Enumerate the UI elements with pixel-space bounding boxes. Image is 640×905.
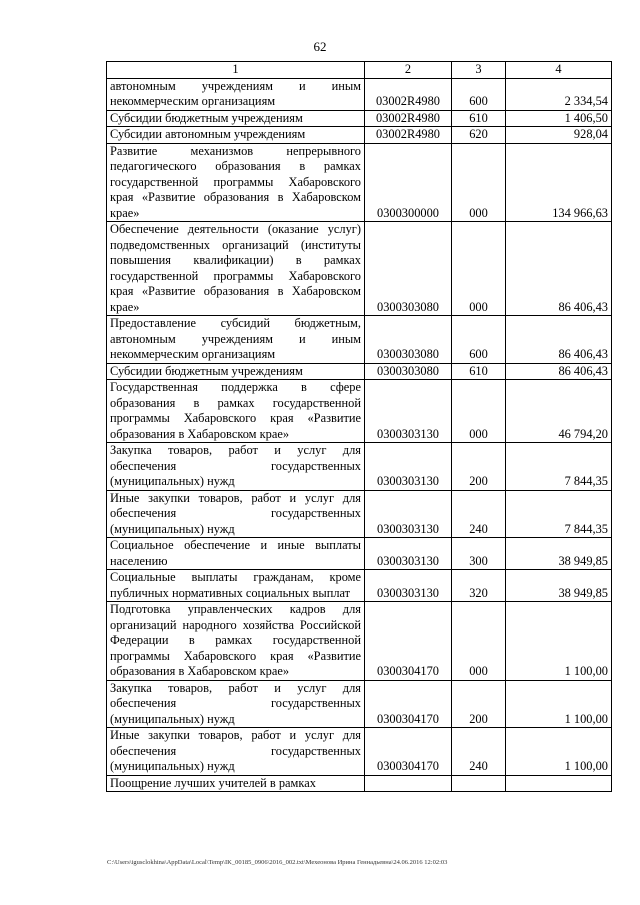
row-kvr-cell: 600 bbox=[452, 316, 506, 364]
row-sum-cell: 86 406,43 bbox=[506, 363, 612, 380]
row-sum-cell: 7 844,35 bbox=[506, 443, 612, 491]
row-sum-cell: 1 100,00 bbox=[506, 728, 612, 776]
row-sum-cell: 38 949,85 bbox=[506, 570, 612, 602]
row-code-cell: 03002R4980 bbox=[365, 110, 452, 127]
table-row bbox=[107, 110, 612, 127]
row-name-cell: Закупка товаров, работ и услуг для обеспечения государственных (муниципальных) нужд bbox=[107, 443, 365, 491]
row-code-cell: 03002R4980 bbox=[365, 127, 452, 144]
row-name-cell: Иные закупки товаров, работ и услуг для обеспечения государственных (муниципальных) нужд bbox=[107, 490, 365, 538]
row-kvr-cell: 610 bbox=[452, 363, 506, 380]
row-code-cell: 0300303130 bbox=[365, 538, 452, 570]
row-name-cell: Обеспечение деятельности (оказание услуг) подведомственных организаций (институты повышения квалификации) в рамках государственной программы Хабаровского края «Развитие образования в Хабаровском крае» bbox=[107, 222, 365, 316]
row-sum-cell: 1 100,00 bbox=[506, 680, 612, 728]
row-name-cell: Социальные выплаты гражданам, кроме публичных нормативных социальных выплат bbox=[107, 570, 365, 602]
table-row bbox=[107, 728, 612, 776]
row-code-cell: 0300300000 bbox=[365, 143, 452, 222]
table-row bbox=[107, 78, 612, 110]
row-kvr-cell: 300 bbox=[452, 538, 506, 570]
column-header-4: 4 bbox=[506, 62, 612, 79]
row-kvr-cell: 000 bbox=[452, 380, 506, 443]
column-header-1: 1 bbox=[107, 62, 365, 79]
column-header-3: 3 bbox=[452, 62, 506, 79]
file-path-footer: C:\Users\igusclokhina\AppData\Local\Temp\IK_00185_0906\2016_002.txt\Мехеонова Ирина Геннадьевна\24.06.2016 12:02:03 bbox=[107, 859, 448, 866]
table-row bbox=[107, 775, 612, 792]
row-sum-cell: 1 100,00 bbox=[506, 602, 612, 681]
row-kvr-cell: 000 bbox=[452, 602, 506, 681]
row-kvr-cell: 610 bbox=[452, 110, 506, 127]
row-kvr-cell: 240 bbox=[452, 728, 506, 776]
row-sum-cell: 2 334,54 bbox=[506, 78, 612, 110]
row-name-cell: автономным учреждениям и иным некоммерческим организациям bbox=[107, 78, 365, 110]
row-kvr-cell: 200 bbox=[452, 443, 506, 491]
row-sum-cell: 86 406,43 bbox=[506, 222, 612, 316]
row-sum-cell: 46 794,20 bbox=[506, 380, 612, 443]
row-code-cell bbox=[365, 775, 452, 792]
row-kvr-cell: 320 bbox=[452, 570, 506, 602]
row-sum-cell: 7 844,35 bbox=[506, 490, 612, 538]
column-header-2: 2 bbox=[365, 62, 452, 79]
row-kvr-cell: 000 bbox=[452, 222, 506, 316]
row-sum-cell bbox=[506, 775, 612, 792]
table-row bbox=[107, 363, 612, 380]
row-code-cell: 0300303130 bbox=[365, 570, 452, 602]
row-code-cell: 0300303080 bbox=[365, 222, 452, 316]
table-row bbox=[107, 443, 612, 491]
row-sum-cell: 134 966,63 bbox=[506, 143, 612, 222]
row-code-cell: 0300303080 bbox=[365, 363, 452, 380]
row-name-cell: Государственная поддержка в сфере образования в рамках государственной программы Хабаровского края «Развитие образования в Хабаровском крае» bbox=[107, 380, 365, 443]
row-kvr-cell: 600 bbox=[452, 78, 506, 110]
row-name-cell: Субсидии бюджетным учреждениям bbox=[107, 110, 365, 127]
row-code-cell: 0300304170 bbox=[365, 728, 452, 776]
row-code-cell: 0300303130 bbox=[365, 490, 452, 538]
table-row bbox=[107, 127, 612, 144]
row-name-cell: Иные закупки товаров, работ и услуг для обеспечения государственных (муниципальных) нужд bbox=[107, 728, 365, 776]
row-name-cell: Развитие механизмов непрерывного педагогического образования в рамках государственной программы Хабаровского края «Развитие образования в Хабаровском крае» bbox=[107, 143, 365, 222]
row-name-cell: Субсидии автономным учреждениям bbox=[107, 127, 365, 144]
table-row bbox=[107, 316, 612, 364]
row-sum-cell: 38 949,85 bbox=[506, 538, 612, 570]
row-kvr-cell bbox=[452, 775, 506, 792]
table-row bbox=[107, 143, 612, 222]
table-row bbox=[107, 222, 612, 316]
table-row bbox=[107, 570, 612, 602]
row-kvr-cell: 240 bbox=[452, 490, 506, 538]
row-sum-cell: 928,04 bbox=[506, 127, 612, 144]
table-row bbox=[107, 490, 612, 538]
row-name-cell: Поощрение лучших учителей в рамках bbox=[107, 775, 365, 792]
row-name-cell: Предоставление субсидий бюджетным, автономным учреждениям и иным некоммерческим организациям bbox=[107, 316, 365, 364]
row-kvr-cell: 000 bbox=[452, 143, 506, 222]
row-code-cell: 03002R4980 bbox=[365, 78, 452, 110]
row-kvr-cell: 620 bbox=[452, 127, 506, 144]
table-row bbox=[107, 380, 612, 443]
row-sum-cell: 86 406,43 bbox=[506, 316, 612, 364]
row-name-cell: Закупка товаров, работ и услуг для обеспечения государственных (муниципальных) нужд bbox=[107, 680, 365, 728]
table-row bbox=[107, 538, 612, 570]
row-code-cell: 0300303080 bbox=[365, 316, 452, 364]
table-row bbox=[107, 680, 612, 728]
page-number: 62 bbox=[313, 39, 327, 54]
table-header-row bbox=[107, 62, 612, 79]
row-name-cell: Субсидии бюджетным учреждениям bbox=[107, 363, 365, 380]
row-code-cell: 0300304170 bbox=[365, 602, 452, 681]
row-code-cell: 0300303130 bbox=[365, 443, 452, 491]
row-code-cell: 0300303130 bbox=[365, 380, 452, 443]
row-code-cell: 0300304170 bbox=[365, 680, 452, 728]
row-name-cell: Подготовка управленческих кадров для организаций народного хозяйства Российской Федерации в рамках государственной программы Хабаровского края «Развитие образования в Хабаровском крае» bbox=[107, 602, 365, 681]
row-kvr-cell: 200 bbox=[452, 680, 506, 728]
row-sum-cell: 1 406,50 bbox=[506, 110, 612, 127]
row-name-cell: Социальное обеспечение и иные выплаты населению bbox=[107, 538, 365, 570]
table-row bbox=[107, 602, 612, 681]
budget-table bbox=[106, 61, 612, 792]
